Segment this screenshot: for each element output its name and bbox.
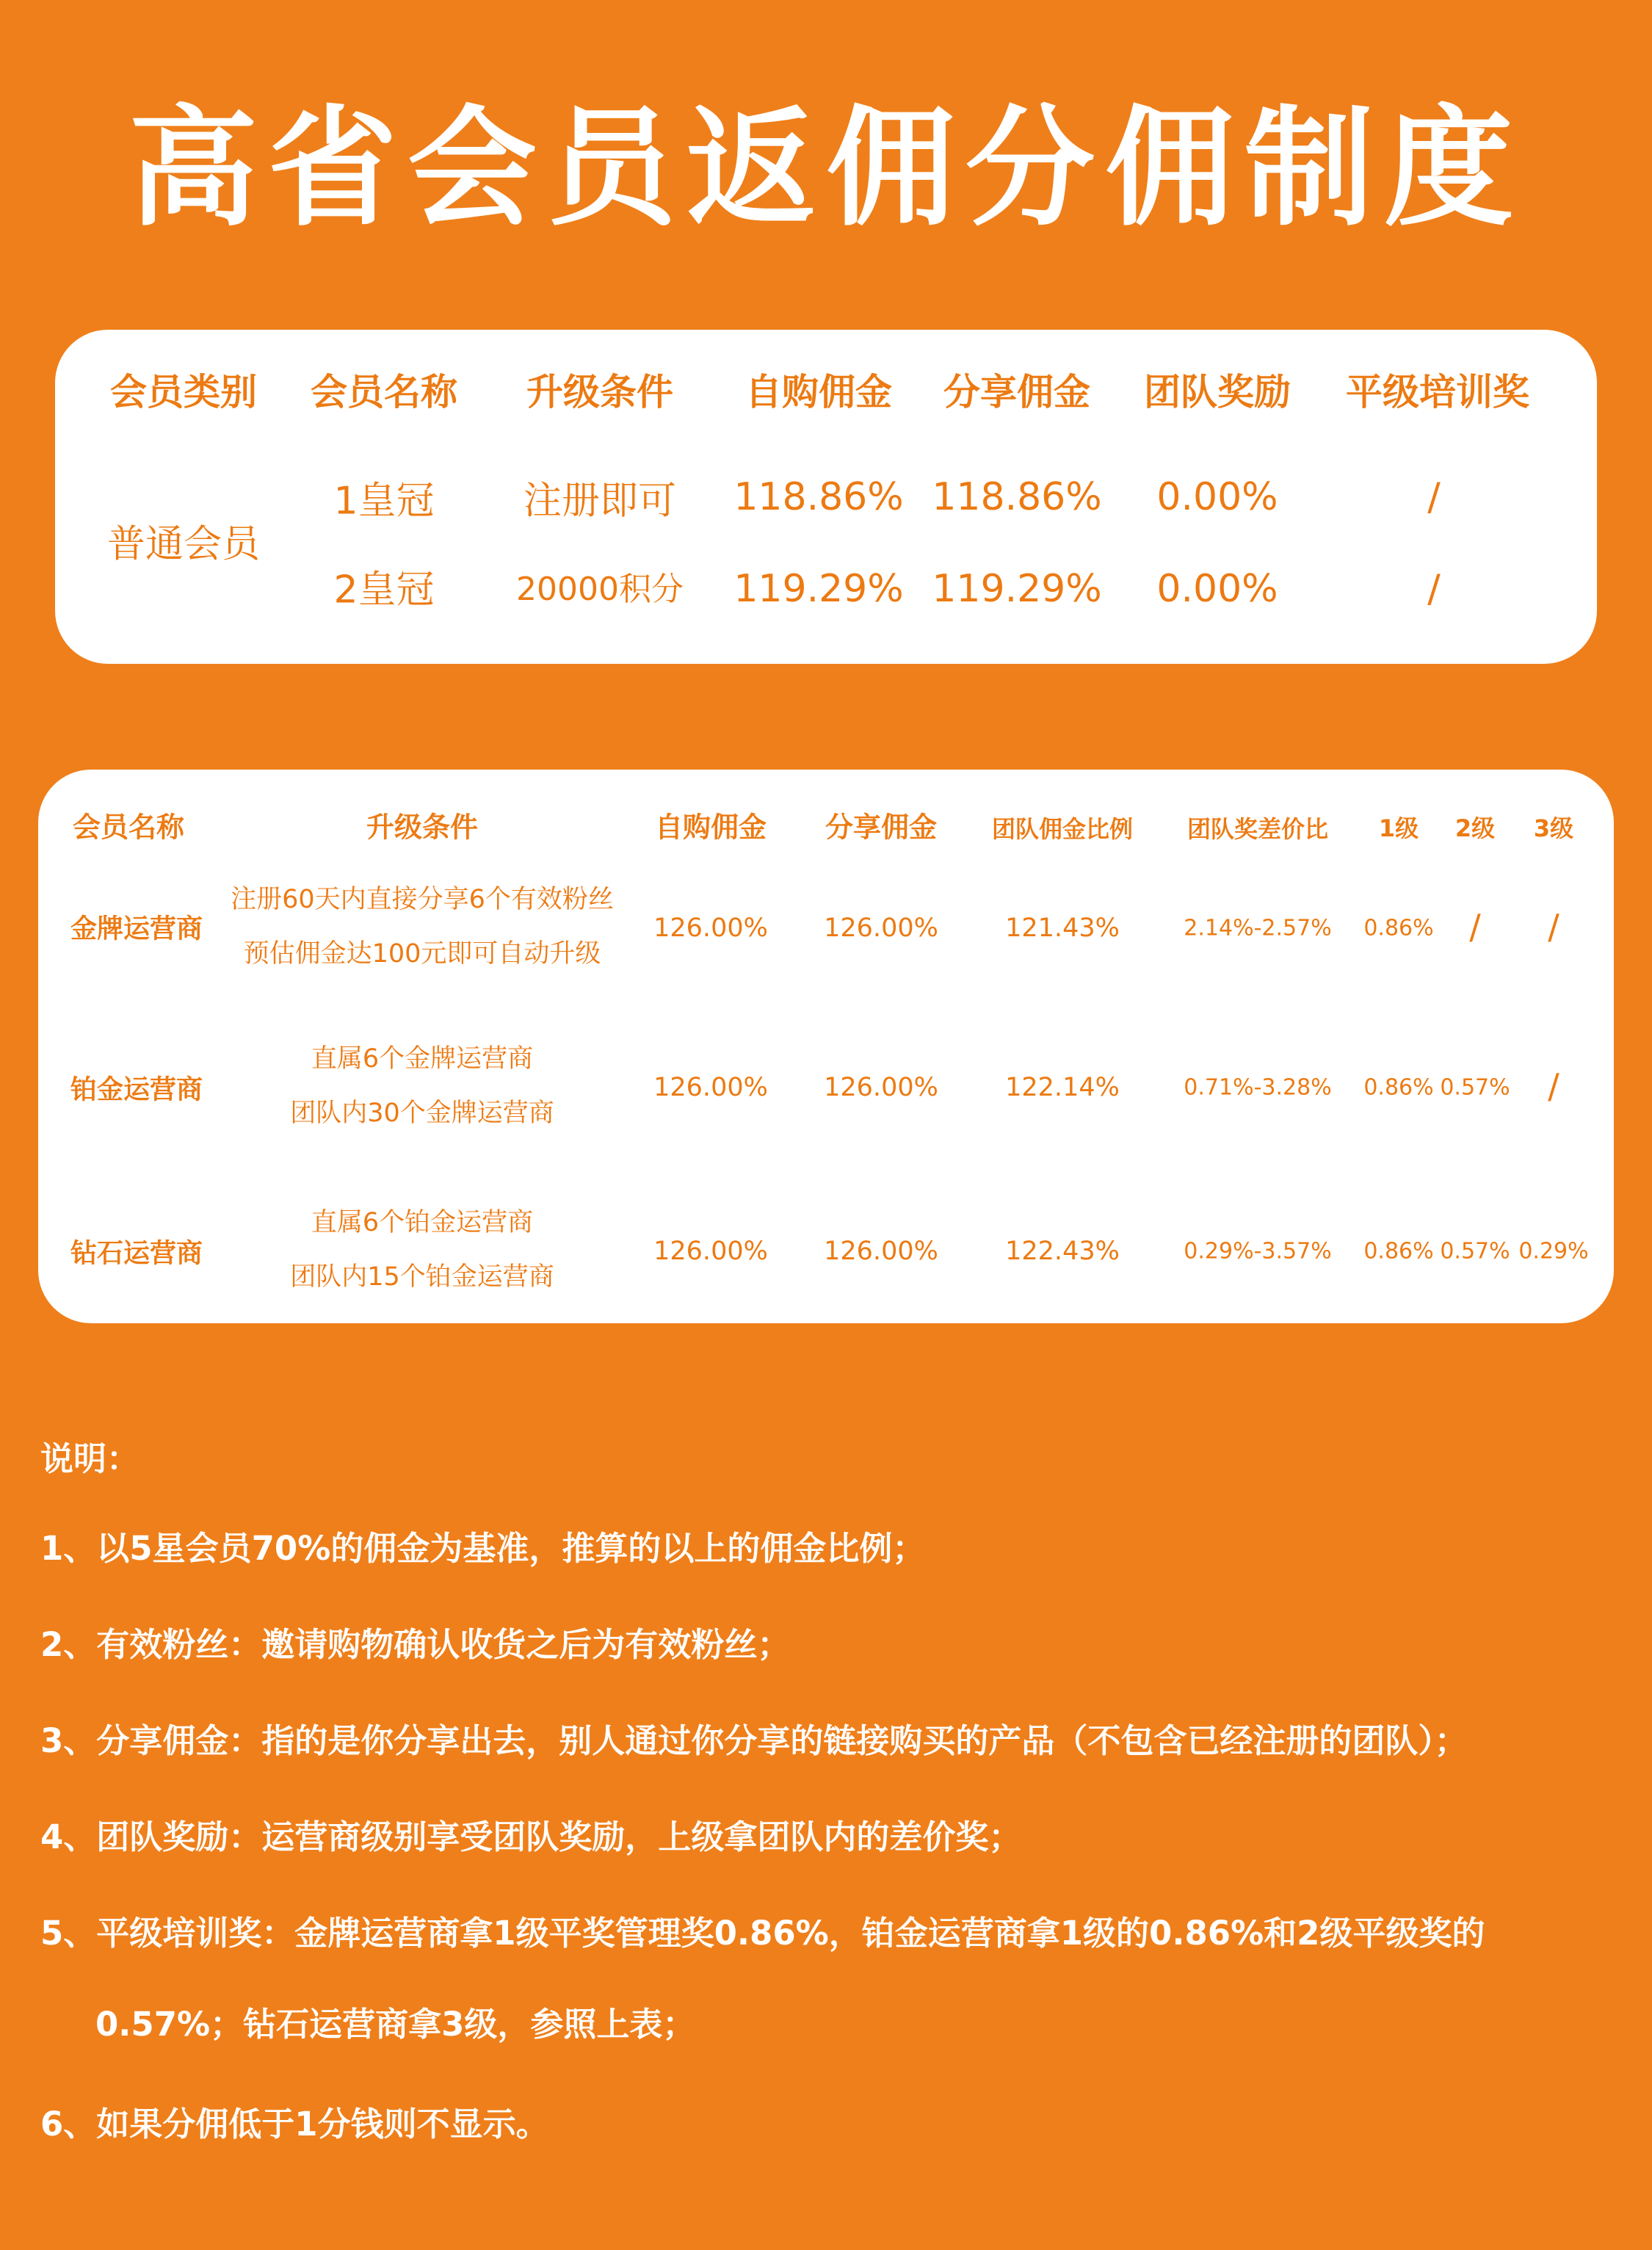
row2-condition [290,1032,554,1140]
row1-team-ratio: 121.43% [1005,914,1120,943]
row2-share: 119.29% [932,567,1102,611]
row2-level3: / [1548,1066,1559,1106]
row1-condition [231,872,614,981]
row3-condition [290,1195,554,1304]
header-level3: 3级 [1533,814,1574,842]
row2-diff: 0.71%-3.28% [1184,1074,1332,1101]
row3-level1: 0.86% [1363,1238,1434,1265]
header-share-commission: 分享佣金 [825,811,938,844]
row1-self: 118.86% [733,475,904,519]
header-level1: 1级 [1378,814,1419,842]
row2-team-ratio: 122.14% [1005,1073,1120,1102]
header-self-commission: 自购佣金 [654,811,767,844]
note-line-2: 2、有效粉丝：邀请购物确认收货之后为有效粉丝； [40,1625,791,1664]
row1-name: 1皇冠 [333,479,435,524]
row1-level2: / [1469,907,1481,947]
row2-condition-line1: 直属6个金牌运营商 [311,1044,534,1074]
member-category: 普通会员 [106,522,261,567]
note-line-4: 4、团队奖励：运营商级别享受团队奖励，上级拿团队内的差价奖； [40,1817,1022,1856]
row3-share: 126.00% [824,1237,938,1266]
row3-condition-line2: 团队内15个铂金运营商 [290,1262,554,1292]
row1-condition-line1: 注册60天内直接分享6个有效粉丝 [231,885,614,914]
row3-diff: 0.29%-3.57% [1184,1238,1332,1265]
row1-condition-line2: 预估佣金达100元即可自动升级 [243,939,601,969]
header-self-commission: 自购佣金 [745,371,892,413]
row3-team-ratio: 122.43% [1005,1237,1120,1266]
row1-name: 金牌运营商 [70,914,203,944]
note-line-1: 1、以5星会员70%的佣金为基准，推算的以上的佣金比例； [40,1529,926,1568]
row1-condition: 注册即可 [523,479,677,524]
page-title: 高省会员返佣分佣制度 [128,93,1524,244]
note-line-3: 3、分享佣金：指的是你分享出去，别人通过你分享的链接购买的产品（不包含已经注册的团队）； [40,1721,1468,1760]
row2-name: 2皇冠 [333,568,435,612]
row3-level2: 0.57% [1440,1238,1510,1265]
row3-self: 126.00% [653,1237,768,1266]
row3-name: 钻石运营商 [70,1238,203,1269]
note-line-6: 6、如果分佣低于1分钱则不显示。 [40,2105,549,2144]
row1-level3: / [1548,907,1559,947]
row1-peer: / [1427,475,1441,519]
row2-condition-line2: 团队内30个金牌运营商 [290,1099,554,1128]
header-peer-training: 平级培训奖 [1346,371,1529,413]
header-condition: 升级条件 [366,811,479,844]
header-share-commission: 分享佣金 [943,371,1090,413]
row2-self: 126.00% [653,1073,768,1102]
note-line-5: 5、平级培训奖：金牌运营商拿1级平奖管理奖0.86%，铂金运营商拿1级的0.86%和2级平级奖的 [40,1914,1485,1953]
header-category: 会员类别 [110,371,257,413]
row1-diff: 2.14%-2.57% [1184,915,1332,941]
header-name: 会员名称 [311,371,457,413]
operator-table [38,770,1614,1323]
row1-level1: 0.86% [1363,915,1434,941]
row3-level3: 0.29% [1518,1238,1589,1265]
row1-self: 126.00% [653,914,768,943]
header-condition: 升级条件 [526,371,673,413]
regular-member-table [55,330,1597,664]
row1-share: 118.86% [932,475,1102,519]
header-level2: 2级 [1454,814,1496,842]
row2-self: 119.29% [733,567,904,611]
row2-team: 0.00% [1156,567,1278,611]
note-line-5-cont: 0.57%；钻石运营商拿3级，参照上表； [95,2005,696,2044]
row1-team: 0.00% [1156,475,1278,519]
row2-level2: 0.57% [1440,1074,1510,1101]
row2-condition: 20000积分 [516,571,684,608]
row2-level1: 0.86% [1363,1074,1434,1101]
header-diff-ratio: 团队奖差价比 [1187,815,1329,843]
row2-peer: / [1427,567,1441,611]
header-team-reward: 团队奖励 [1144,371,1291,413]
row3-condition-line1: 直属6个铂金运营商 [311,1208,534,1237]
row2-name: 铂金运营商 [70,1074,203,1105]
row1-share: 126.00% [824,914,938,943]
header-name: 会员名称 [72,811,185,844]
row2-share: 126.00% [824,1073,938,1102]
notes-heading: 说明： [40,1439,140,1478]
header-team-ratio: 团队佣金比例 [991,815,1134,843]
